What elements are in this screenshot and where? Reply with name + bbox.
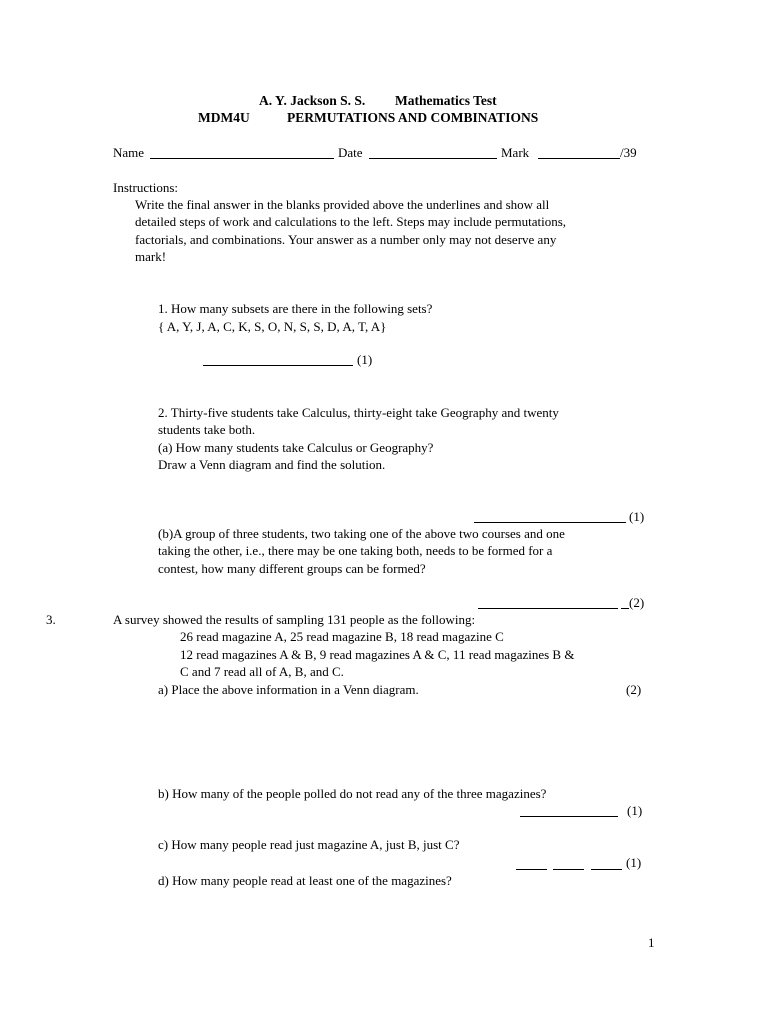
q3-data-line: C and 7 read all of A, B, and C.: [180, 664, 344, 679]
name-label: Name: [113, 145, 145, 160]
q3b-answer-blank[interactable]: [520, 816, 618, 817]
q2b-line: taking the other, i.e., there may be one taking both, needs to be formed for a: [158, 543, 553, 558]
school-name: A. Y. Jackson S. S.: [259, 93, 366, 108]
q2b-answer-blank-tail: [621, 608, 629, 609]
q3b-marks: (1): [627, 803, 643, 818]
q2a-line: (a) How many students take Calculus or Geography?: [158, 440, 434, 455]
instructions-line: detailed steps of work and calculations to the left. Steps may include permutations,: [135, 214, 567, 229]
q2-intro-line: 2. Thirty-five students take Calculus, thirty-eight take Geography and twenty: [158, 405, 559, 420]
q2-intro-line: students take both.: [158, 422, 256, 437]
q3-number: 3.: [46, 612, 56, 627]
q2b-line: (b)A group of three students, two taking one of the above two courses and one: [158, 526, 565, 541]
q3c-answer-blank-c[interactable]: [591, 869, 622, 870]
test-title: Mathematics Test: [395, 93, 497, 108]
q1-set: { A, Y, J, A, C, K, S, O, N, S, S, D, A, T, A}: [158, 319, 387, 334]
q3-intro: A survey showed the results of sampling 131 people as the following:: [113, 612, 476, 627]
q1-answer-blank[interactable]: [203, 365, 353, 366]
q1-question: 1. How many subsets are there in the following sets?: [158, 301, 433, 316]
q3c-question: c) How many people read just magazine A, just B, just C?: [158, 837, 460, 852]
instructions-line: mark!: [135, 249, 167, 264]
q3c-answer-blank-a[interactable]: [516, 869, 547, 870]
instructions-line: factorials, and combinations. Your answer as a number only may not deserve any: [135, 232, 557, 247]
q3b-question: b) How many of the people polled do not read any of the three magazines?: [158, 786, 547, 801]
instructions-line: Write the final answer in the blanks provided above the underlines and show all: [135, 197, 550, 212]
q2b-marks: (2): [629, 595, 645, 610]
name-blank[interactable]: [150, 158, 334, 159]
q2b-answer-blank[interactable]: [478, 608, 618, 609]
q3c-answer-blank-b[interactable]: [553, 869, 584, 870]
instructions-label: Instructions:: [113, 180, 178, 195]
mark-total: /39: [620, 145, 637, 160]
q3a-question: a) Place the above information in a Venn diagram.: [158, 682, 419, 697]
q2a-marks: (1): [629, 509, 645, 524]
q2a-answer-blank[interactable]: [474, 522, 626, 523]
course-code: MDM4U: [198, 110, 250, 125]
q2b-line: contest, how many different groups can be formed?: [158, 561, 426, 576]
q2a-line: Draw a Venn diagram and find the solution.: [158, 457, 386, 472]
q3-data-line: 12 read magazines A & B, 9 read magazines A & C, 11 read magazines B &: [180, 647, 575, 662]
date-blank[interactable]: [369, 158, 497, 159]
mark-blank[interactable]: [538, 158, 620, 159]
q1-marks: (1): [357, 352, 373, 367]
q3d-question: d) How many people read at least one of the magazines?: [158, 873, 452, 888]
mark-label: Mark: [501, 145, 530, 160]
course-title: PERMUTATIONS AND COMBINATIONS: [287, 110, 539, 125]
date-label: Date: [338, 145, 363, 160]
q3-data-line: 26 read magazine A, 25 read magazine B, 18 read magazine C: [180, 629, 504, 644]
q3c-marks: (1): [626, 855, 642, 870]
page-number: 1: [648, 935, 655, 950]
q3a-marks: (2): [626, 682, 642, 697]
